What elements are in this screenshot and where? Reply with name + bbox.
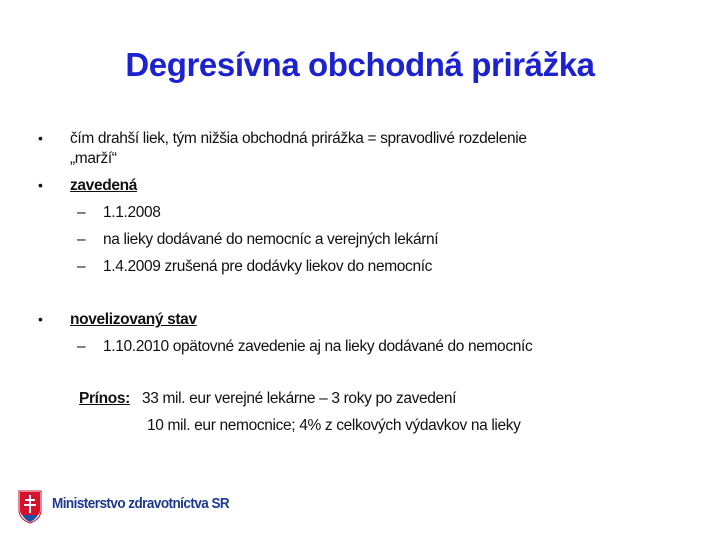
benefit-line-1: 33 mil. eur verejné lekárne – 3 roky po zavedení (142, 390, 457, 407)
slovak-coat-of-arms-icon (18, 490, 42, 524)
sub-item: 1.10.2010 opätovné zavedenie aj na lieky dodávané do nemocníc (103, 338, 533, 355)
slide-title: Degresívna obchodná prirážka (125, 46, 595, 83)
bullet-marker: • (38, 177, 43, 193)
sub-item: 1.4.2009 zrušená pre dodávky liekov do nemocníc (103, 258, 433, 275)
bullet-marker: • (38, 311, 43, 327)
bullet-text-continued: „marží“ (70, 150, 117, 167)
dash-marker: – (77, 204, 86, 221)
dash-marker: – (77, 231, 86, 248)
bullet-text: čím drahší liek, tým nižšia obchodná prirážka = spravodlivé rozdelenie (70, 130, 527, 147)
ministry-logo-text: Ministerstvo zdravotníctva SR (52, 495, 230, 512)
sub-item: 1.1.2008 (103, 204, 161, 221)
sub-item: na lieky dodávané do nemocníc a verejných lekární (103, 231, 439, 248)
bullet-heading-introduced: zavedená (70, 177, 137, 194)
benefit-line-2: 10 mil. eur nemocnice; 4% z celkových výdavkov na lieky (147, 417, 521, 434)
bullet-heading-amended: novelizovaný stav (70, 311, 197, 328)
dash-marker: – (77, 338, 86, 355)
bullet-marker: • (38, 130, 43, 146)
benefit-label: Prínos: (79, 390, 130, 407)
dash-marker: – (77, 258, 86, 275)
